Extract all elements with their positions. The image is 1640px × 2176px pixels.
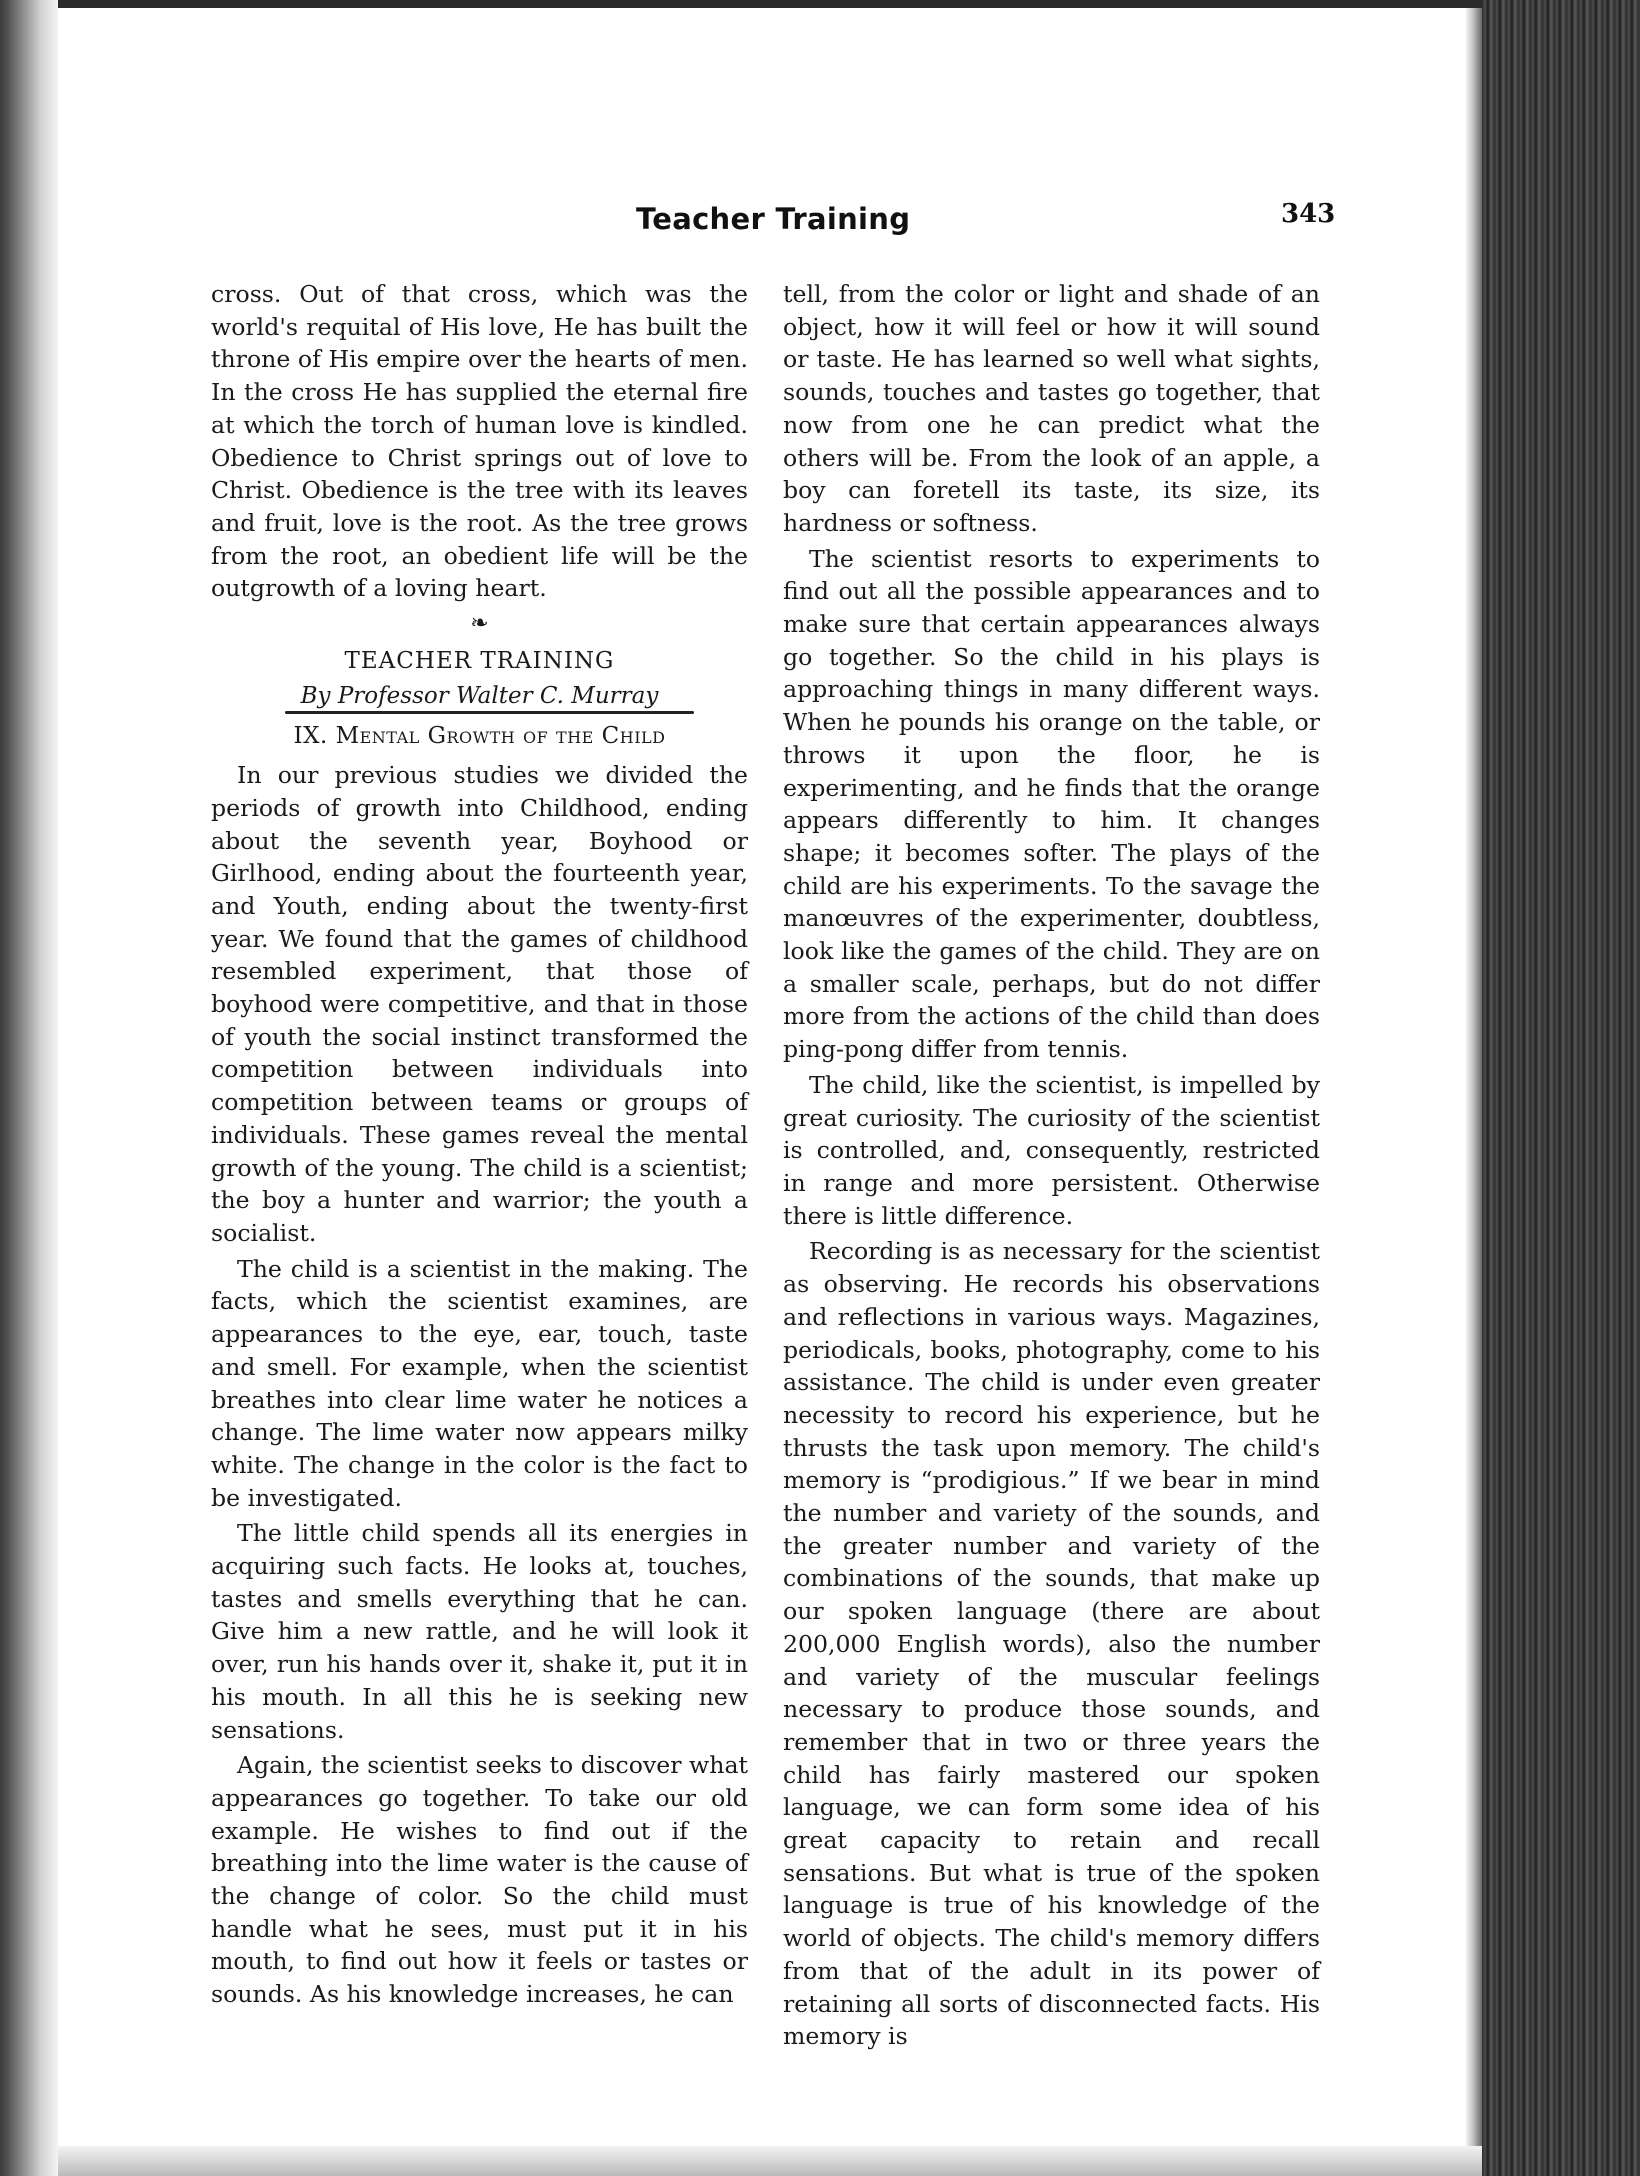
paragraph: Recording is as necessary for the scientist as observing. He records his observations and reflections in various ways. Magazines, periodicals, books, photography, come to his assistance. The child is under even greater necessity to record his experience, but he thrusts the task upon memory. The child's memory is “prodigious.” If we bear in mind the number and variety of the sounds, and the greater number and variety of the combinations of the sounds, that make up our spoken language (there are about 200,000 English words), also the number and variety of the muscular feelings necessary to produce those sounds, and remember that in two or three years the child has fairly mastered our spoken language, we can form some idea of his great capacity to retain and recall sensations. But what is true of the spoken language is true of his knowledge of the world of objects. The child's memory differs from that of the adult in its power of retaining all sorts of disconnected facts. His memory is: [783, 1237, 1320, 2051]
handwritten-underline: [285, 711, 694, 714]
paragraph: The child is a scientist in the making. The facts, which the scientist examines, are appearances to the eye, ear, touch, taste and smell. For example, when the scientist breathes into clear lime water he notices a change. The lime water now appears milky white. The change in the color is the fact to be investigated.: [211, 1254, 748, 1512]
running-title: Teacher Training: [636, 202, 911, 236]
paragraph: The scientist resorts to experiments to find out all the possible appearances and to make sure that certain appearances always go together. So the child in his plays is approaching things in many different ways. When he pounds his orange on the table, or throws it upon the floor, he is experimenting, and he finds that the orange appears differently to him. It changes shape; it becomes softer. The plays of the child are his experiments. To the savage the manœuvres of the experimenter, doubtless, look like the games of the child. They are on a smaller scale, perhaps, but do not differ more from the actions of the child than does ping-pong differ from tennis.: [783, 544, 1320, 1064]
paragraph: In our previous studies we divided the periods of growth into Childhood, ending about the seventh year, Boyhood or Girlhood, ending about the fourteenth year, and Youth, ending about the twenty-first year. We found that the games of childhood resembled experiment, that those of boyhood were competitive, and that in those of youth the social instinct transformed the competition between individuals into competition between teams or groups of individuals. These games reveal the mental growth of the young. The child is a scientist; the boy a hunter and warrior; the youth a socialist.: [211, 761, 748, 1247]
ornament-icon: ❧: [470, 611, 489, 637]
paragraph: The little child spends all its energies in acquiring such facts. He looks at, touches, tastes and smells everything that he can. Give him a new rattle, and he will look it over, run his hands over it, shake it, put it in his mouth. In all this he is seeking new sensations.: [211, 1519, 748, 1744]
paragraph: Again, the scientist seeks to discover what appearances go together. To take our old example. He wishes to find out if the breathing into the lime water is the cause of the change of color. So the child must handle what he sees, must put it in his mouth, to find out how it feels or tastes or sounds. As his knowledge increases, he can: [211, 1751, 748, 2009]
paragraph: tell, from the color or light and shade of an object, how it will feel or how it will sound or taste. He has learned so well what sights, sounds, touches and tastes go together, that now from one he can predict what the others will be. From the look of an apple, a boy can foretell its taste, its size, its hardness or softness.: [783, 280, 1320, 537]
right-text-column: [783, 278, 1320, 2053]
byline: [211, 680, 748, 713]
page-number: 343: [1281, 199, 1336, 229]
section-heading: TEACHER TRAINING: [344, 648, 615, 675]
page-right-edge: [1466, 8, 1482, 2148]
page-bottom-shadow: [58, 2146, 1482, 2176]
left-text-column: [211, 278, 748, 2011]
paragraph: cross. Out of that cross, which was the world's requital of His love, He has built the throne of His empire over the hearts of men. In the cross He has supplied the eternal fire at which the torch of human love is kindled. Obedience to Christ springs out of love to Christ. Obedience is the tree with its leaves and fruit, love is the root. As the tree grows from the root, an obedient life will be the outgrowth of a loving heart.: [211, 280, 748, 603]
byline-text: By Professor Walter C. Murray: [300, 682, 659, 709]
paragraph: The child, like the scientist, is impelled by great curiosity. The curiosity of the scientist is controlled, and, consequently, restricted in range and more persistent. Otherwise there is little difference.: [783, 1070, 1320, 1230]
stacked-pages-edge: [1482, 0, 1640, 2176]
scan-top-edge: [0, 0, 1640, 8]
chapter-subheading: IX. Mental Growth of the Child: [293, 723, 666, 750]
book-binding-edge: [0, 0, 58, 2176]
